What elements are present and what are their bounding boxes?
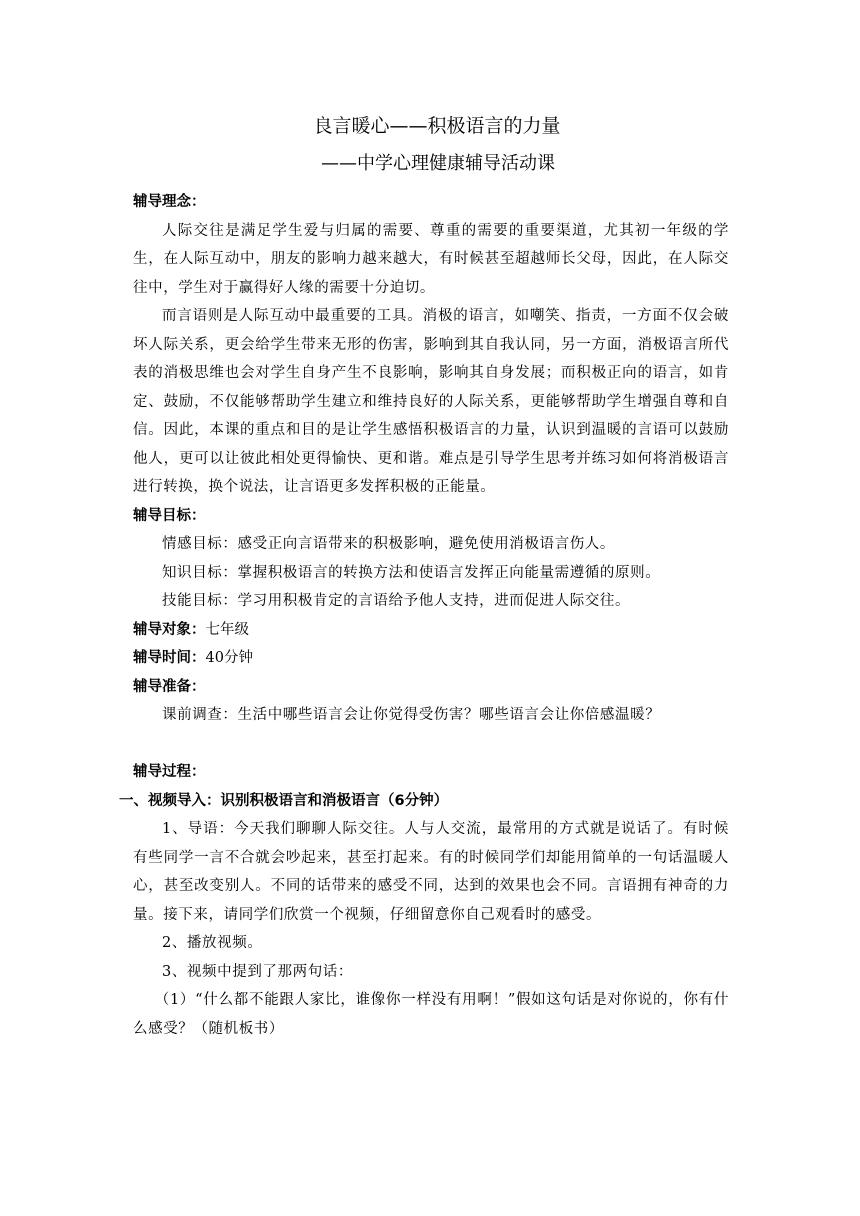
goal-knowledge: 知识目标：掌握积极语言的转换方法和使语言发挥正向能量需遵循的原则。 xyxy=(162,564,661,581)
goal-emotional: 情感目标：感受正向言语带来的积极影响，避免使用消极语言伤人。 xyxy=(162,536,615,552)
goals-heading: 辅导目标： xyxy=(133,507,206,524)
duration-value: 40分钟 xyxy=(205,650,253,666)
philosophy-paragraph-1: 人际交往是满足学生爱与归属的需要、尊重的需要的重要渠道，尤其初一年级的学生，在人际互动中，朋友的影响力越来越大，有时候甚至超越师长父母，因此，在人际交往中，学生对于赢得好人缘的需要十分迫切。 xyxy=(133,222,729,296)
step1-item-two-sentences: 3、视频中提到了那两句话： xyxy=(162,963,354,980)
audience-row xyxy=(133,616,729,645)
philosophy-paragraph-2: 而言语则是人际互动中最重要的工具。消极的语言，如嘲笑、指责，一方面不仅会破坏人际关系，更会给学生带来无形的伤害，影响到其自我认同，另一方面，消极语言所代表的消极思维也会对学生自身产生不良影响，影响其自身发展；而积极正向的语言，如肯定、鼓励，不仅能够帮助学生建立和维持良好的人际关系，更能够帮助学生增强自尊和自信。因此，本课的重点和目的是让学生感悟积极语言的力量，认识到温暖的言语可以鼓励他人，更可以让彼此相处更得愉快、更和谐。难点是引导学生思考并练习如何将消极语言进行转换，换个说法，让言语更多发挥积极的正能量。 xyxy=(133,308,729,495)
preparation-heading: 辅导准备： xyxy=(133,678,206,695)
step1-question-1: （1）“什么都不能跟人家比，谁像你一样没有用啊！”假如这句话是对你说的，你有什么感受？（随机板书） xyxy=(133,992,729,1037)
section-philosophy xyxy=(133,188,729,502)
section-preparation xyxy=(133,673,729,730)
step1-item-play-video: 2、播放视频。 xyxy=(162,935,263,951)
document-page xyxy=(119,112,729,1043)
process-heading: 辅导过程： xyxy=(133,764,206,780)
blank-line xyxy=(133,730,729,759)
step1-title: 一、视频导入：识别积极语言和消极语言（6分钟） xyxy=(119,792,449,809)
duration-label: 辅导时间： xyxy=(133,650,206,666)
step1-item-intro: 1、导语：今天我们聊聊人际交往。人与人交流，最常用的方式就是说话了。有时候有些同学一言不合就会吵起来，甚至打起来。有的时候同学们却能用简单的一句话温暖人心，甚至改变别人。不同的话带来的感受不同，达到的效果也会不同。言语拥有神奇的力量。接下来，请同学们欣赏一个视频，仔细留意你自己观看时的感受。 xyxy=(133,821,729,923)
section-process xyxy=(119,758,729,1043)
section-goals xyxy=(133,502,729,616)
preparation-text: 课前调查：生活中哪些语言会让你觉得受伤害？哪些语言会让你倍感温暖？ xyxy=(162,707,661,723)
audience-label: 辅导对象： xyxy=(133,621,206,638)
goal-skill: 技能目标：学习用积极肯定的言语给予他人支持，进而促进人际交往。 xyxy=(162,593,631,609)
document-subtitle: ——中学心理健康辅导活动课 xyxy=(321,153,555,174)
document-title: 良言暖心——积极语言的力量 xyxy=(313,115,561,137)
duration-row xyxy=(133,644,729,673)
philosophy-heading: 辅导理念： xyxy=(133,194,206,210)
audience-value: 七年级 xyxy=(205,621,249,638)
